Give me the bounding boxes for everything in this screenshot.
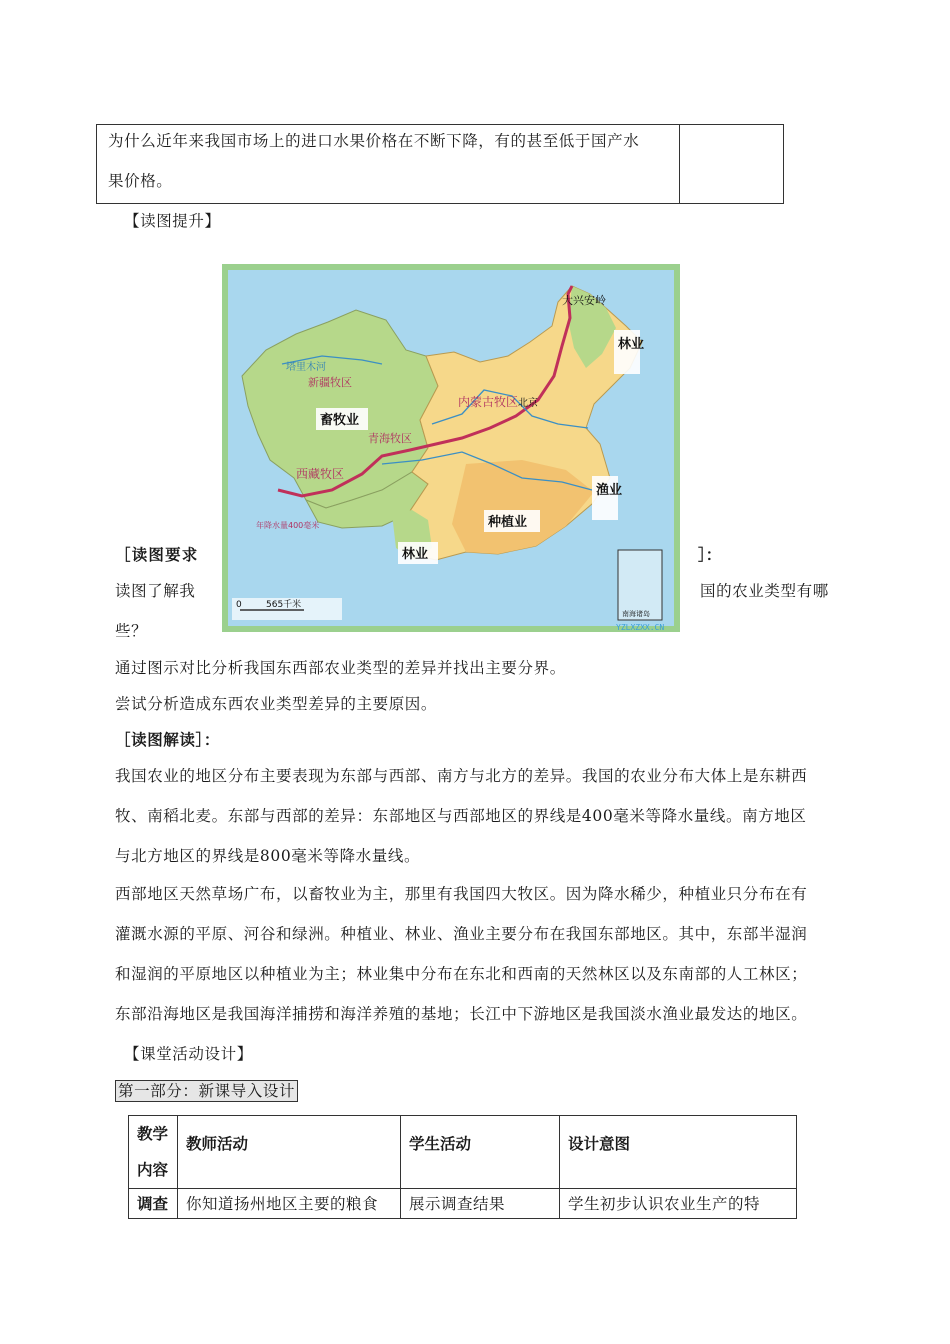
label-animal: 畜牧业 [320,413,360,428]
cell-teacher: 你知道扬州地区主要的粮食 [178,1189,401,1219]
label-rain-line: 年降水量400毫米 [256,521,320,530]
section-read-map: 【读图提升】 [124,212,221,230]
interpretation-p1-line3: 与北方地区的界线是800毫米等降水量线。 [115,847,421,865]
label-forest-sw: 林业 [402,547,429,562]
label-forest-ne: 林业 [618,337,645,352]
label-daxing: 大兴安岭 [562,294,606,307]
label-inset: 南海诸岛 [622,610,650,618]
label-scale-zero: 0 [236,600,242,610]
header-content [129,1116,178,1189]
cell-content: 调查 [129,1189,178,1219]
requirement-1-right: 国的农业类型有哪 [700,582,829,600]
interpretation-p2-line4: 东部沿海地区是我国海洋捕捞和海洋养殖的基地；长江中下游地区是我国淡水渔业最发达的地区。 [115,1005,808,1023]
question-line-2: 果价格。 [108,172,173,190]
header-content-line1: 教学 [137,1125,169,1143]
interpretation-p1-line1: 我国农业的地区分布主要表现为东部与西部、南方与北方的差异。我国的农业分布大体上是东耕西 [115,767,808,785]
requirement-1-end: 些？ [115,622,148,640]
table-row [129,1189,797,1219]
interpretation-p2-line1: 西部地区天然草场广布，以畜牧业为主，那里有我国四大牧区。因为降水稀少，种植业只分布在有 [115,885,808,903]
label-scale-km: 565千米 [266,600,302,610]
label-fishery: 渔业 [596,483,623,498]
header-intent: 设计意图 [560,1116,797,1189]
header-teacher: 教师活动 [178,1116,401,1189]
part-one-label: 第一部分：新课导入设计 [115,1080,298,1102]
question-table [96,124,784,204]
label-tarim: 塔里木河 [286,362,326,373]
agriculture-map [222,264,680,632]
requirement-3: 尝试分析造成东西农业类型差异的主要原因。 [115,695,438,713]
interpretation-p2-line2: 灌溉水源的平原、河谷和绿洲。种植业、林业、渔业主要分布在我国东部地区。其中，东部半湿润 [115,925,808,943]
requirements-heading-right: ］： [698,546,722,564]
requirement-1-left: 读图了解我 [115,582,196,600]
requirement-2: 通过图示对比分析我国东西部农业类型的差异并找出主要分界。 [115,659,566,677]
requirements-heading-left: ［读图要求 [115,546,199,564]
interpretation-p2-line3: 和湿润的平原地区以种植业为主；林业集中分布在东北和西南的天然林区以及东南部的人工林区； [115,965,808,983]
label-tibet: 西藏牧区 [296,467,345,481]
watermark: YZLXZXX.CN [616,623,665,632]
label-planting: 种植业 [488,515,528,530]
section-activity: 【课堂活动设计】 [124,1045,253,1063]
interpretation-p1-line2: 牧、南稻北麦。东部与西部的差异：东部地区与西部地区的界线是400毫米等降水量线。南方地区 [115,807,807,825]
header-content-line2: 内容 [137,1161,169,1179]
label-inner-mongolia: 内蒙古牧区 [458,395,519,409]
cell-student: 展示调查结果 [401,1189,560,1219]
header-student: 学生活动 [401,1116,560,1189]
cell-intent: 学生初步认识农业生产的特 [560,1189,797,1219]
label-qinghai: 青海牧区 [368,432,412,445]
table-header-row [129,1116,797,1189]
label-xinjiang: 新疆牧区 [308,376,352,389]
activity-table [128,1115,797,1219]
question-line-1: 为什么近年来我国市场上的进口水果价格在不断下降，有的甚至低于国产水 [108,132,640,150]
interpretation-heading: ［读图解读］： [115,731,220,749]
label-beijing: 北京 [518,398,538,409]
question-cell [97,125,680,203]
